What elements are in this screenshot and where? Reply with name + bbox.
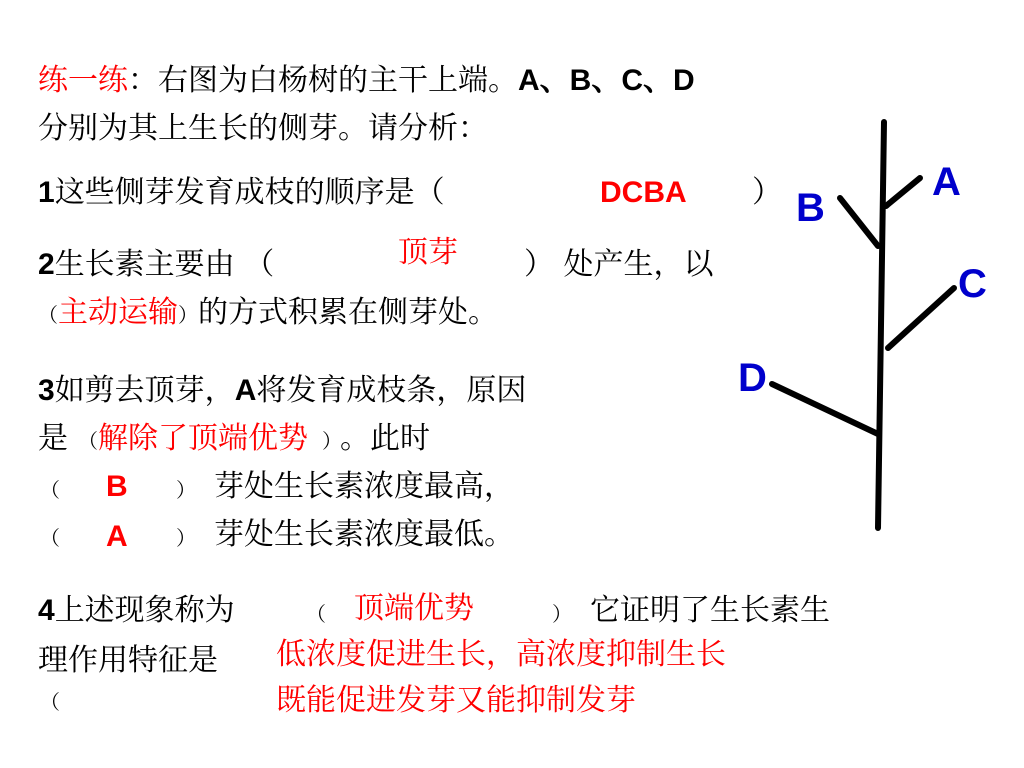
question-3-open-a: （ [78,429,98,453]
question-4-open-b: （ [40,690,60,714]
heading-text-2: 分别为其上生长的侧芽。请分析： [38,111,488,146]
question-2-open-b: （ [38,303,58,327]
question-4-text-a: 上述现象称为 [54,593,235,628]
question-1-text: 这些侧芽发育成枝的顺序是（ [54,175,445,210]
heading-colon: ： [128,63,158,98]
question-3-number: 3 [38,374,55,407]
answer-3-highest: B [106,470,128,503]
question-3-text-c: 是 [38,421,68,456]
question-2-text-a: 生长素主要由 （ [54,247,275,282]
answer-4a: 顶端优势 [354,591,474,626]
branch-d [772,384,878,434]
bud-label-b: B [796,186,825,230]
question-4-close-a: ） [552,602,572,626]
answer-2b: 主动运输 [58,295,178,330]
question-1-close: ） [752,175,782,210]
question-3-text-hi: 芽处生长素浓度最高， [214,469,514,504]
answer-4b-line-2: 既能促进发芽又能抑制发芽 [276,683,636,718]
branch-b [840,198,878,246]
question-3-text-a: 如剪去顶芽， [54,373,235,408]
question-3-letter: A [234,374,257,407]
answer-2a: 顶芽 [398,235,458,270]
question-1-number: 1 [38,176,55,209]
answer-3-reason: 解除了顶端优势 [98,421,308,456]
answer-3-lowest: A [106,520,128,553]
exercise-title: 练一练 [38,63,128,98]
question-3-text-lo: 芽处生长素浓度最低。 [214,517,514,552]
tree-trunk [878,122,884,528]
question-2-close-b: ） [178,303,198,327]
question-3-close-lo: ） [176,526,196,550]
heading-text-1: 右图为白杨树的主干上端。 [158,63,518,98]
question-3-text-b: 将发育成枝条，原因 [256,373,527,408]
bud-label-d: D [738,356,767,400]
question-3-open-hi: （ [40,478,60,502]
question-4-open-a: （ [306,602,326,626]
question-3-text-d: 。此时 [340,421,430,456]
heading-bud-letters: A、B、C、D [518,64,695,97]
branch-a [886,178,920,206]
question-3-open-lo: （ [40,526,60,550]
question-4-text-b: 它证明了生长素生 [590,593,830,628]
question-2-text-c: 的方式积累在侧芽处。 [198,295,498,330]
bud-label-a: A [932,160,961,204]
question-2-number: 2 [38,248,55,281]
branch-c [888,288,954,348]
question-4-number: 4 [38,594,55,627]
answer-4b-line-1: 低浓度促进生长，高浓度抑制生长 [276,637,726,672]
bud-label-c: C [958,262,987,306]
question-3-close-a: ） [322,429,332,453]
question-2-text-b: ） 处产生，以 [524,247,714,282]
answer-1: DCBA [600,176,687,209]
question-3-close-hi: ） [176,478,196,502]
question-4-text-c: 理作用特征是 [38,643,218,678]
